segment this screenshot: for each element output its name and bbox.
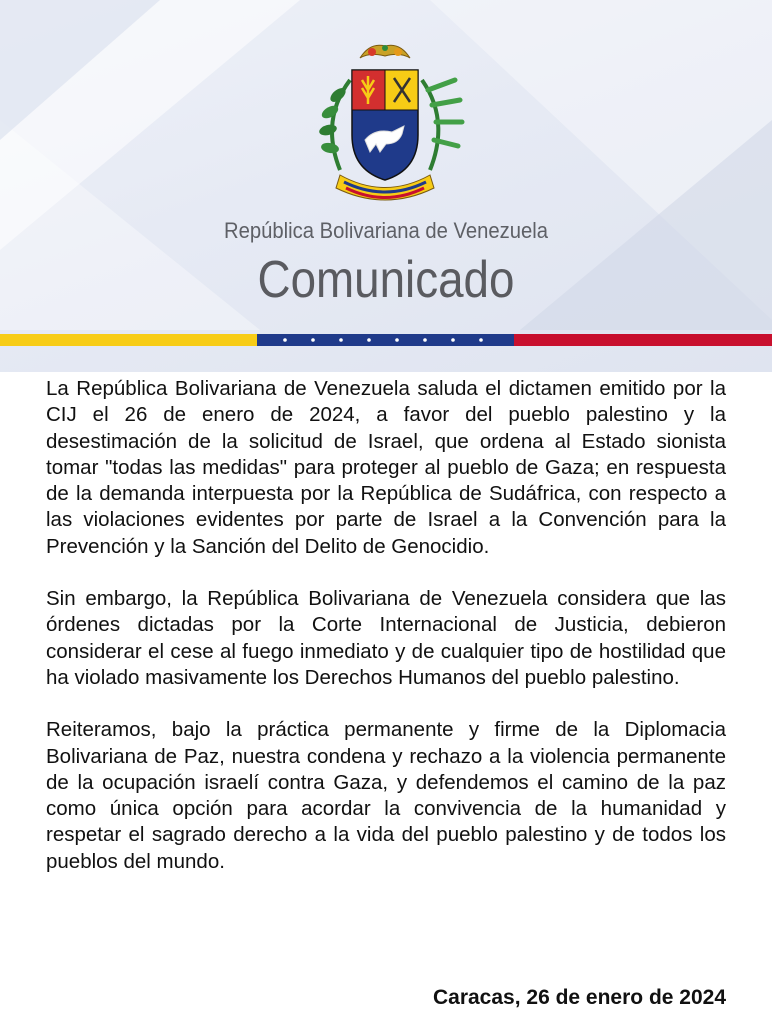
flag-blue-stripe — [257, 334, 514, 346]
place-and-date: Caracas, 26 de enero de 2024 — [432, 986, 726, 1009]
paragraph-2: Sin embargo, la República Bolivariana de Venezuela considera que las órdenes dictadas por la Corte Internacional de Justicia, debieron considerar el cese al fuego inmediato y de cualquier tipo de hostilidad que ha violado masivamente los Derechos Humanos del pueblo palestino. — [46, 587, 726, 689]
paragraph-3: Reiteramos, bajo la práctica permanente y firme de la Diplomacia Bolivariana de Paz, nuestra condena y rechazo a la violencia permanente de la ocupación israelí contra Gaza, y defendemos el camino de la paz como única opción para acordar la convivencia de la humanidad y respetar el sagrado derecho a la vida del pueblo palestino y de todos los pueblos del mundo. — [46, 718, 726, 873]
paragraph-1: La República Bolivariana de Venezuela saluda el dictamen emitido por la CIJ el 26 de enero de 2024, a favor del pueblo palestino y la desestimación de la solicitud de Israel, que ordena al Estado sionista tomar "todas las medidas" para proteger al pueblo de Gaza; en respuesta de la demanda interpuesta por la República de Sudáfrica, con respecto a las violaciones evidentes por parte de Israel a la Convención para la Prevención y la Sanción del Delito de Genocidio. — [46, 377, 726, 558]
flag-yellow-stripe — [0, 334, 257, 346]
communique-body — [46, 376, 726, 901]
flag-red-stripe — [514, 334, 772, 346]
header — [0, 0, 772, 372]
coat-of-arms-venezuela-icon — [300, 40, 470, 205]
flag-band — [0, 334, 772, 346]
issuer-name: República Bolivariana de Venezuela — [223, 218, 549, 243]
stars-icon — [257, 334, 514, 346]
page-title: Comunicado — [257, 251, 515, 309]
